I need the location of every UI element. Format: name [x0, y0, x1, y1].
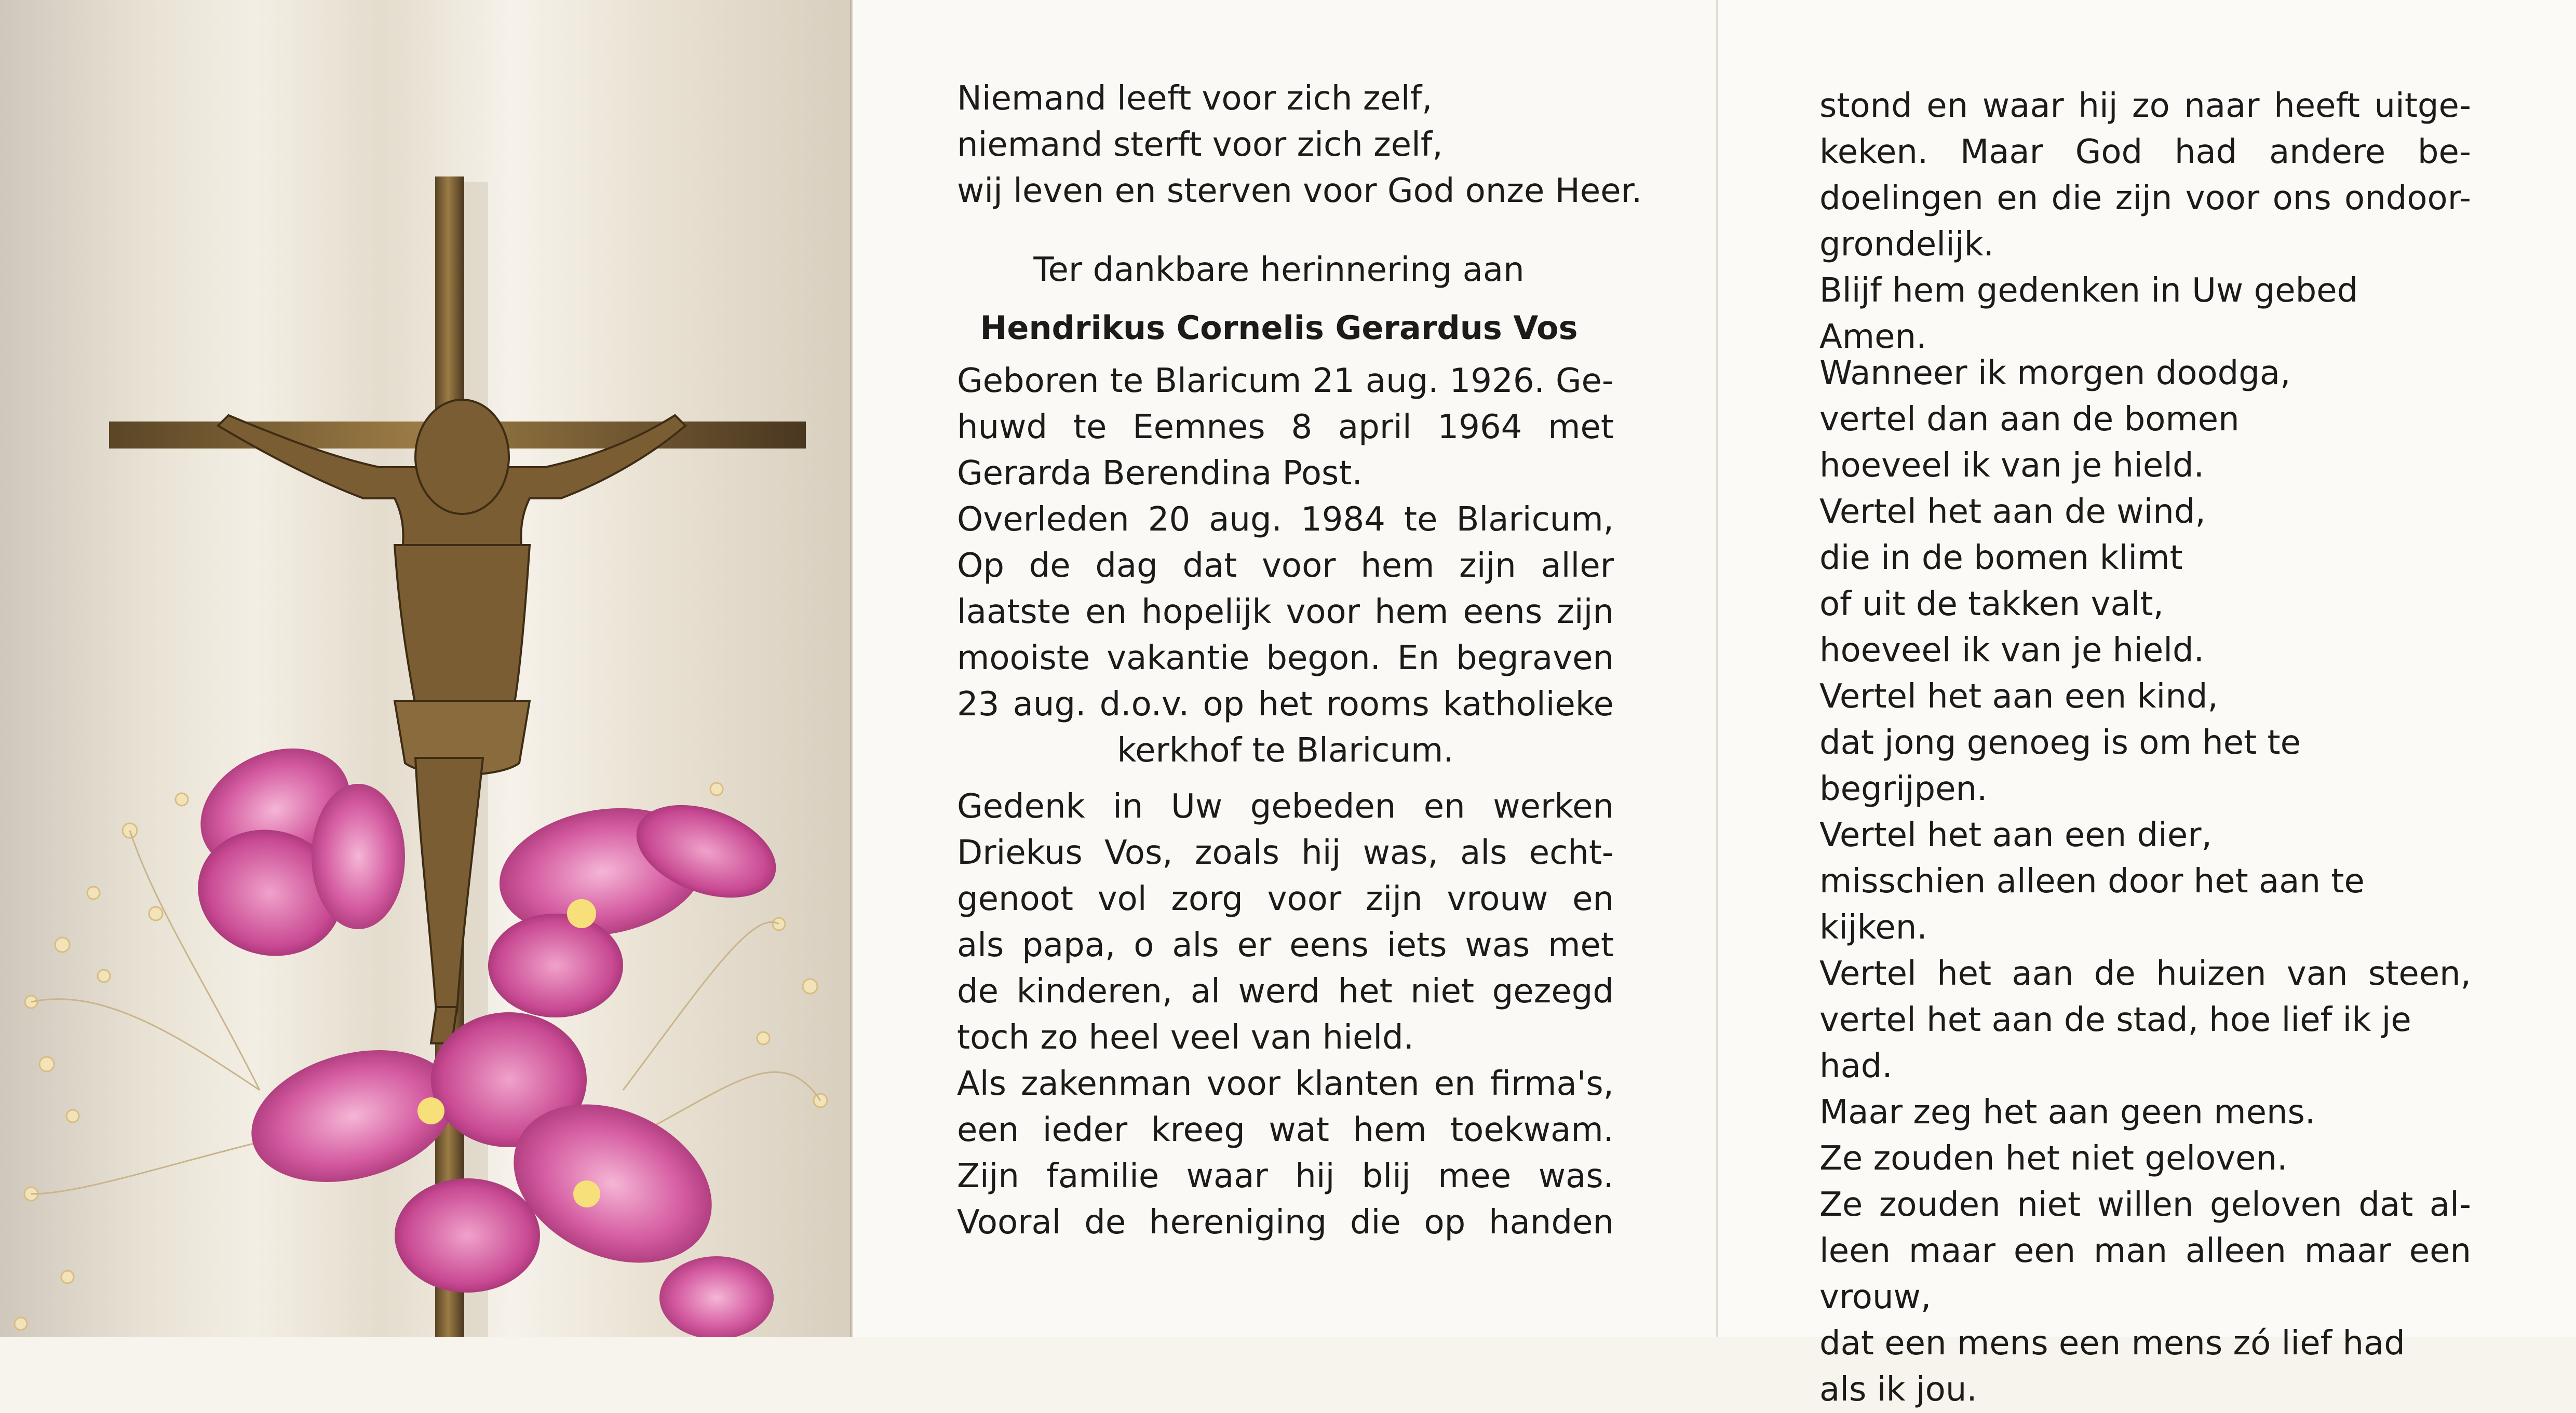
dedication-line: Ter dankbare herinnering aan: [1033, 251, 1525, 289]
closing-poem-line: dat een mens een mens zó lief had: [1819, 1324, 2405, 1363]
remembrance-line: als papa, o als er eens iets was met: [957, 926, 1614, 964]
closing-poem-line: als ik jou.: [1819, 1370, 1977, 1409]
opening-poem-line: wij leven en sterven voor God onze Heer.: [957, 172, 1642, 210]
closing-poem-line: Vertel het aan een kind,: [1819, 677, 2218, 716]
biography-line: 23 aug. d.o.v. op het rooms katholieke: [957, 685, 1614, 724]
closing-poem-line: leen maar een man alleen maar een: [1819, 1232, 2471, 1270]
crucifix-photo: [0, 0, 852, 1337]
remembrance-line: Als zakenman voor klanten en firma's,: [957, 1065, 1614, 1103]
opening-poem-line: niemand sterft voor zich zelf,: [957, 126, 1443, 164]
closing-poem-line: Ze zouden het niet geloven.: [1819, 1139, 2288, 1178]
closing-poem-line: misschien alleen door het aan te kijken.: [1819, 862, 2365, 947]
biography-line: laatste en hopelijk voor hem eens zijn: [957, 593, 1614, 631]
closing-poem-line: vrouw,: [1819, 1278, 1932, 1316]
closing-poem-line: Maar zeg het aan geen mens.: [1819, 1093, 2316, 1132]
closing-poem-line: vertel dan aan de bomen: [1819, 400, 2240, 439]
continuation-block: [1819, 83, 2471, 360]
closing-poem-line: hoeveel ik van je hield.: [1819, 631, 2204, 670]
biography-line: Overleden 20 aug. 1984 te Blaricum,: [957, 500, 1614, 539]
closing-poem: [1819, 350, 2471, 1413]
closing-poem-line: vertel het aan de stad, hoe lief ik je had.: [1819, 1001, 2411, 1085]
middle-card-panel: [852, 0, 1718, 1337]
photo-panel: [0, 0, 852, 1337]
closing-poem-line: Vertel het aan een dier,: [1819, 816, 2212, 854]
closing-poem-line: dat jong genoeg is om het te begrijpen.: [1819, 724, 2301, 808]
right-card-panel: [1716, 0, 2576, 1409]
biography-line: huwd te Eemnes 8 april 1964 met: [957, 408, 1614, 446]
closing-poem-line: of uit de takken valt,: [1819, 585, 2164, 623]
continuation-line: doelingen en die zijn voor ons ondoor-: [1819, 179, 2471, 218]
closing-poem-line: Vertel het aan de huizen van steen,: [1819, 955, 2471, 993]
continuation-line: stond en waar hij zo naar heeft uitge-: [1819, 87, 2471, 125]
continuation-line: keken. Maar God had andere be-: [1819, 133, 2471, 171]
remembrance-line: Driekus Vos, zoals hij was, als echt-: [957, 834, 1614, 872]
opening-poem-line: Niemand leeft voor zich zelf,: [957, 79, 1433, 118]
closing-poem-line: hoeveel ik van je hield.: [1819, 446, 2204, 485]
biography-line: kerkhof te Blaricum.: [1117, 731, 1454, 770]
continuation-line: grondelijk.: [1819, 225, 1994, 264]
remembrance-line: de kinderen, al werd het niet gezegd: [957, 972, 1614, 1011]
remembrance-line: Gedenk in Uw gebeden en werken: [957, 787, 1614, 826]
remembrance-block: [957, 784, 1614, 1246]
continuation-line: Blijf hem gedenken in Uw gebed Amen.: [1819, 271, 2358, 356]
remembrance-line: Zijn familie waar hij blij mee was.: [957, 1157, 1614, 1195]
remembrance-line: Vooral de hereniging die op handen: [957, 1203, 1614, 1242]
closing-poem-line: die in de bomen klimt: [1819, 539, 2183, 577]
biography-block: [957, 358, 1614, 774]
biography-line: Gerarda Berendina Post.: [957, 454, 1363, 493]
deceased-name: Hendrikus Cornelis Gerardus Vos: [980, 309, 1578, 347]
biography-line: Geboren te Blaricum 21 aug. 1926. Ge-: [957, 362, 1614, 400]
remembrance-line: genoot vol zorg voor zijn vrouw en: [957, 880, 1614, 918]
remembrance-line: een ieder kreeg wat hem toekwam.: [957, 1111, 1614, 1149]
biography-line: Op de dag dat voor hem zijn aller: [957, 547, 1614, 585]
closing-poem-line: Vertel het aan de wind,: [1819, 493, 2206, 531]
opening-poem: [957, 76, 1642, 214]
closing-poem-line: Wanneer ik morgen doodga,: [1819, 354, 2291, 392]
biography-line: mooiste vakantie begon. En begraven: [957, 639, 1614, 677]
remembrance-line: toch zo heel veel van hield.: [957, 1018, 1414, 1057]
closing-poem-line: Ze zouden niet willen geloven dat al-: [1819, 1186, 2471, 1224]
